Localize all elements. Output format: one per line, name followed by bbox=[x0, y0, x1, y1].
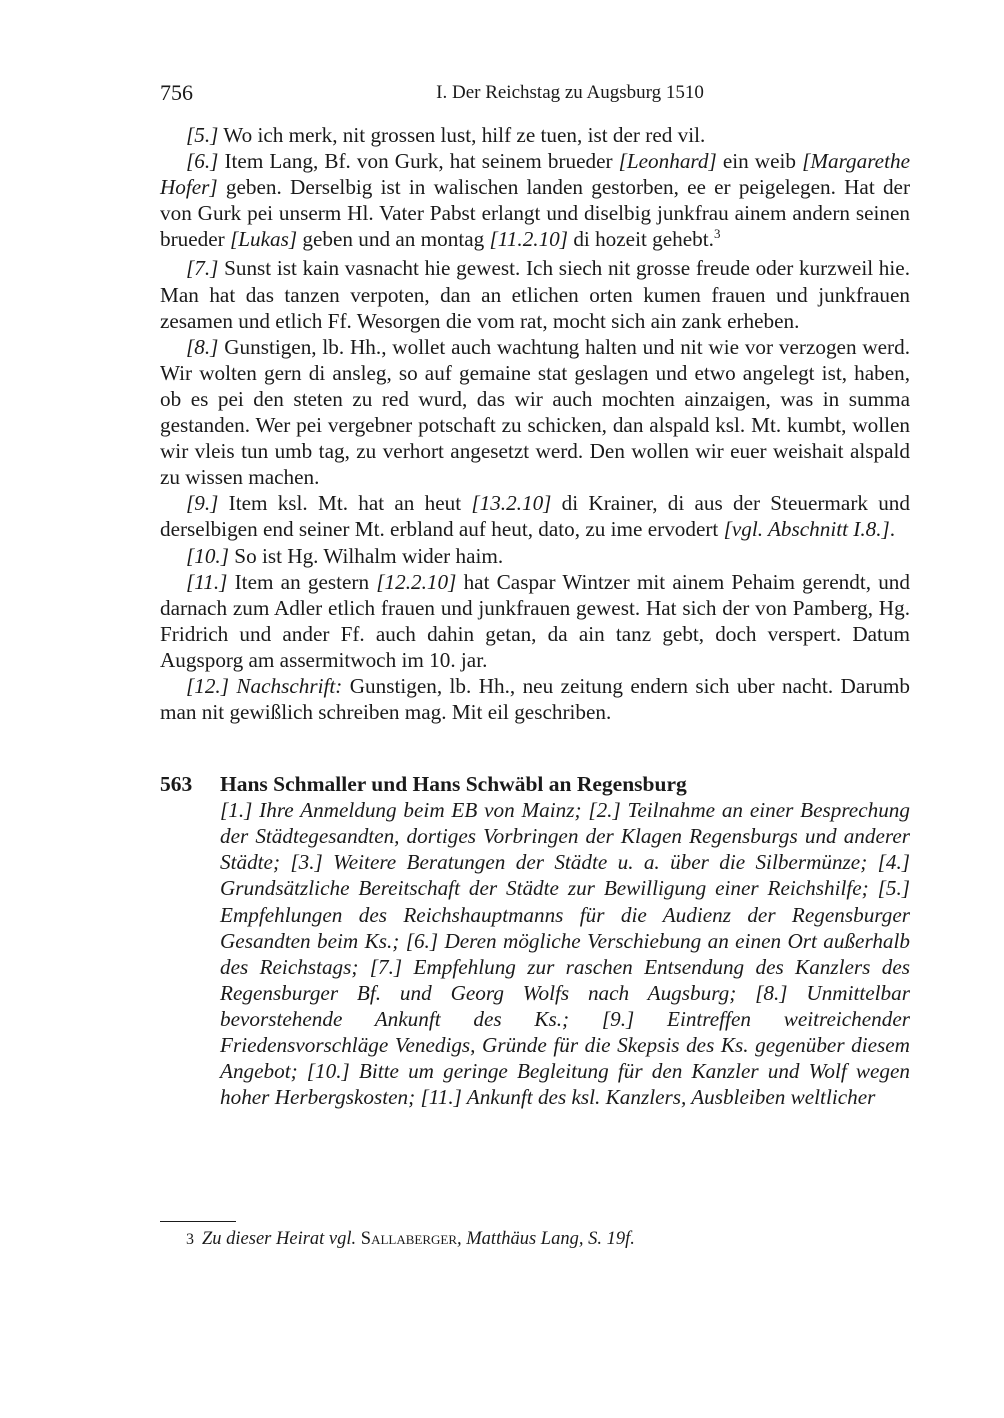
page-number: 756 bbox=[160, 80, 193, 105]
paragraph bbox=[160, 673, 910, 725]
paragraph-text: Wo ich merk, nit grossen lust, hilf ze tuen, ist der red vil. bbox=[218, 123, 706, 147]
footnote-text-before: Zu dieser Heirat vgl. bbox=[202, 1229, 361, 1249]
paragraph-text: hat Caspar Wintzer mit ainem Pehaim gerendt, und darnach zum Adler etlich frauen und junkfrauen gewest. Hat sich der von Pamberg, Hg. Fridrich und ander Ff. auch dahin getan, da ain tanz gebt, doch verspert. Datum Augsporg am assermitwoch im 10. jar. bbox=[160, 569, 910, 672]
paragraph bbox=[160, 543, 910, 569]
footnote-divider bbox=[160, 1221, 236, 1222]
editorial-annotation: [12.2.10] bbox=[376, 569, 457, 594]
paragraph-text: Gunstigen, lb. Hh., wollet auch wachtung halten und nit wie vor verzogen werd. Wir wolten gern di ansleg, so auf gemaine stat geslagen und etwo angelegt ist, haben, ob es pei den steten zu red wurd, das wir auch mochten ainzaigen, was in summa gestanden. Wer pei vergebner potschaft zu schicken, dan alspald ksl. Mt. kumbt, wollen wir vleis tun umb tag, zu verhort angesetzt werd. Den wollen wir euer weishait alspald zu wissen machen. bbox=[160, 334, 910, 490]
editorial-annotation: [6.] bbox=[186, 149, 219, 174]
paragraph-text: . bbox=[889, 517, 896, 542]
document-summary: [1.] Ihre Anmeldung beim EB von Mainz; [2.] Teilnahme an einer Besprechung der Städtegesandten, dortiges Vorbringen der Klagen Regensburgs und anderer Städte; [3.] Weitere Beratungen der Städte u. a. über die Silbermünze; [4.] Grundsätzliche Bereitschaft der Städte zur Bewilligung einer Reichshilfe; [5.] Empfehlungen des Reichshauptmanns für die Audienz der Regensburger Gesandten beim Ks.; [6.] Deren mögliche Verschiebung an einen Ort außerhalb des Reichstags; [7.] Empfehlung zur raschen Entsendung des Kanzlers des Regensburger Bf. und Georg Wolfs nach Augsburg; [8.] Unmittelbar bevorstehende Ankunft des Ks.; [9.] Eintreffen weitreichender Friedensvorschläge Venedigs, Gründe für die Skepsis des Ks. gegenüber diesem Angebot; [10.] Bitte um geringe Begleitung für den Kanzler und Wolf wegen hoher Herbergskosten; [11.] Ankunft des ksl. Kanzlers, Ausbleiben weltlicher bbox=[220, 798, 910, 1110]
editorial-annotation: [11.2.10] bbox=[489, 227, 569, 252]
footnote-text-after: , Matthäus Lang, S. 19f. bbox=[457, 1229, 635, 1249]
paragraph-text: di hozeit gehebt. bbox=[568, 227, 714, 252]
paragraph bbox=[160, 255, 910, 333]
page bbox=[160, 78, 910, 1110]
paragraph-text: geben und an montag bbox=[297, 227, 490, 252]
editorial-annotation: [10.] bbox=[186, 543, 229, 568]
editorial-annotation: [Margarethe Hofer] bbox=[160, 149, 910, 200]
footnote-author: Sallaberger bbox=[360, 1229, 458, 1249]
footnote-number: 3 bbox=[186, 1231, 194, 1248]
paragraph bbox=[160, 334, 910, 491]
paragraph-text: Item ksl. Mt. hat an heut bbox=[218, 491, 472, 516]
editorial-annotation: [7.] bbox=[186, 256, 219, 281]
editorial-annotation: [9.] bbox=[186, 491, 219, 516]
document-number: 563 bbox=[160, 772, 193, 797]
paragraph bbox=[160, 490, 910, 542]
editorial-annotation: [11.] bbox=[186, 569, 228, 594]
editorial-annotation: [8.] bbox=[186, 334, 219, 359]
paragraph-text: di Krainer, di aus der Steuermark und derselbigen end seiner Mt. erbland auf heut, dato, zu ime ervodert bbox=[160, 491, 910, 542]
editorial-annotation: [5.] bbox=[186, 123, 219, 147]
paragraph-text: Item an gestern bbox=[227, 569, 377, 594]
paragraph bbox=[160, 122, 910, 148]
editorial-annotation: [Leonhard] bbox=[618, 149, 717, 174]
document-title: Hans Schmaller und Hans Schwäbl an Regensburg bbox=[220, 772, 687, 797]
editorial-annotation: [12.] Nachschrift: bbox=[186, 673, 343, 698]
paragraph bbox=[160, 569, 910, 673]
running-title: I. Der Reichstag zu Augsburg 1510 bbox=[436, 82, 704, 103]
letter-body bbox=[160, 122, 910, 725]
paragraph-text: So ist Hg. Wilhalm wider haim. bbox=[228, 543, 504, 568]
paragraph-text: Sunst ist kain vasnacht hie gewest. Ich siech nit grosse freude oder kurzweil hie. Man hat das tanzen verpoten, dan an etlichen orten kumen frauen und junkfrauen zesamen und etlich Ff. Wesorgen die vom rat, mocht sich ain zank erheben. bbox=[160, 256, 910, 333]
paragraph bbox=[160, 148, 910, 255]
footnote bbox=[186, 1226, 906, 1253]
footnote-reference: 3 bbox=[713, 226, 721, 242]
paragraph-text: Item Lang, Bf. von Gurk, hat seinem brueder bbox=[218, 149, 619, 174]
page-header bbox=[160, 78, 910, 108]
paragraph-text: ein weib bbox=[716, 149, 803, 174]
document-heading bbox=[160, 771, 910, 797]
editorial-annotation: [Lukas] bbox=[230, 227, 298, 252]
paragraph-text: Gunstigen, lb. Hh., neu zeitung endern sich uber nacht. Darumb man nit gewißlich schreiben mag. Mit eil geschriben. bbox=[160, 673, 910, 725]
editorial-annotation: [13.2.10] bbox=[471, 491, 552, 516]
editorial-annotation: [vgl. Abschnitt I.8.] bbox=[723, 517, 890, 542]
paragraph-text: geben. Derselbig ist in walischen landen gestorben, ee er peigelegen. Hat der von Gurk pei unserm Hl. Vater Pabst erlangt und diselbig junkfrau ainem andern seinen brueder bbox=[160, 175, 910, 252]
